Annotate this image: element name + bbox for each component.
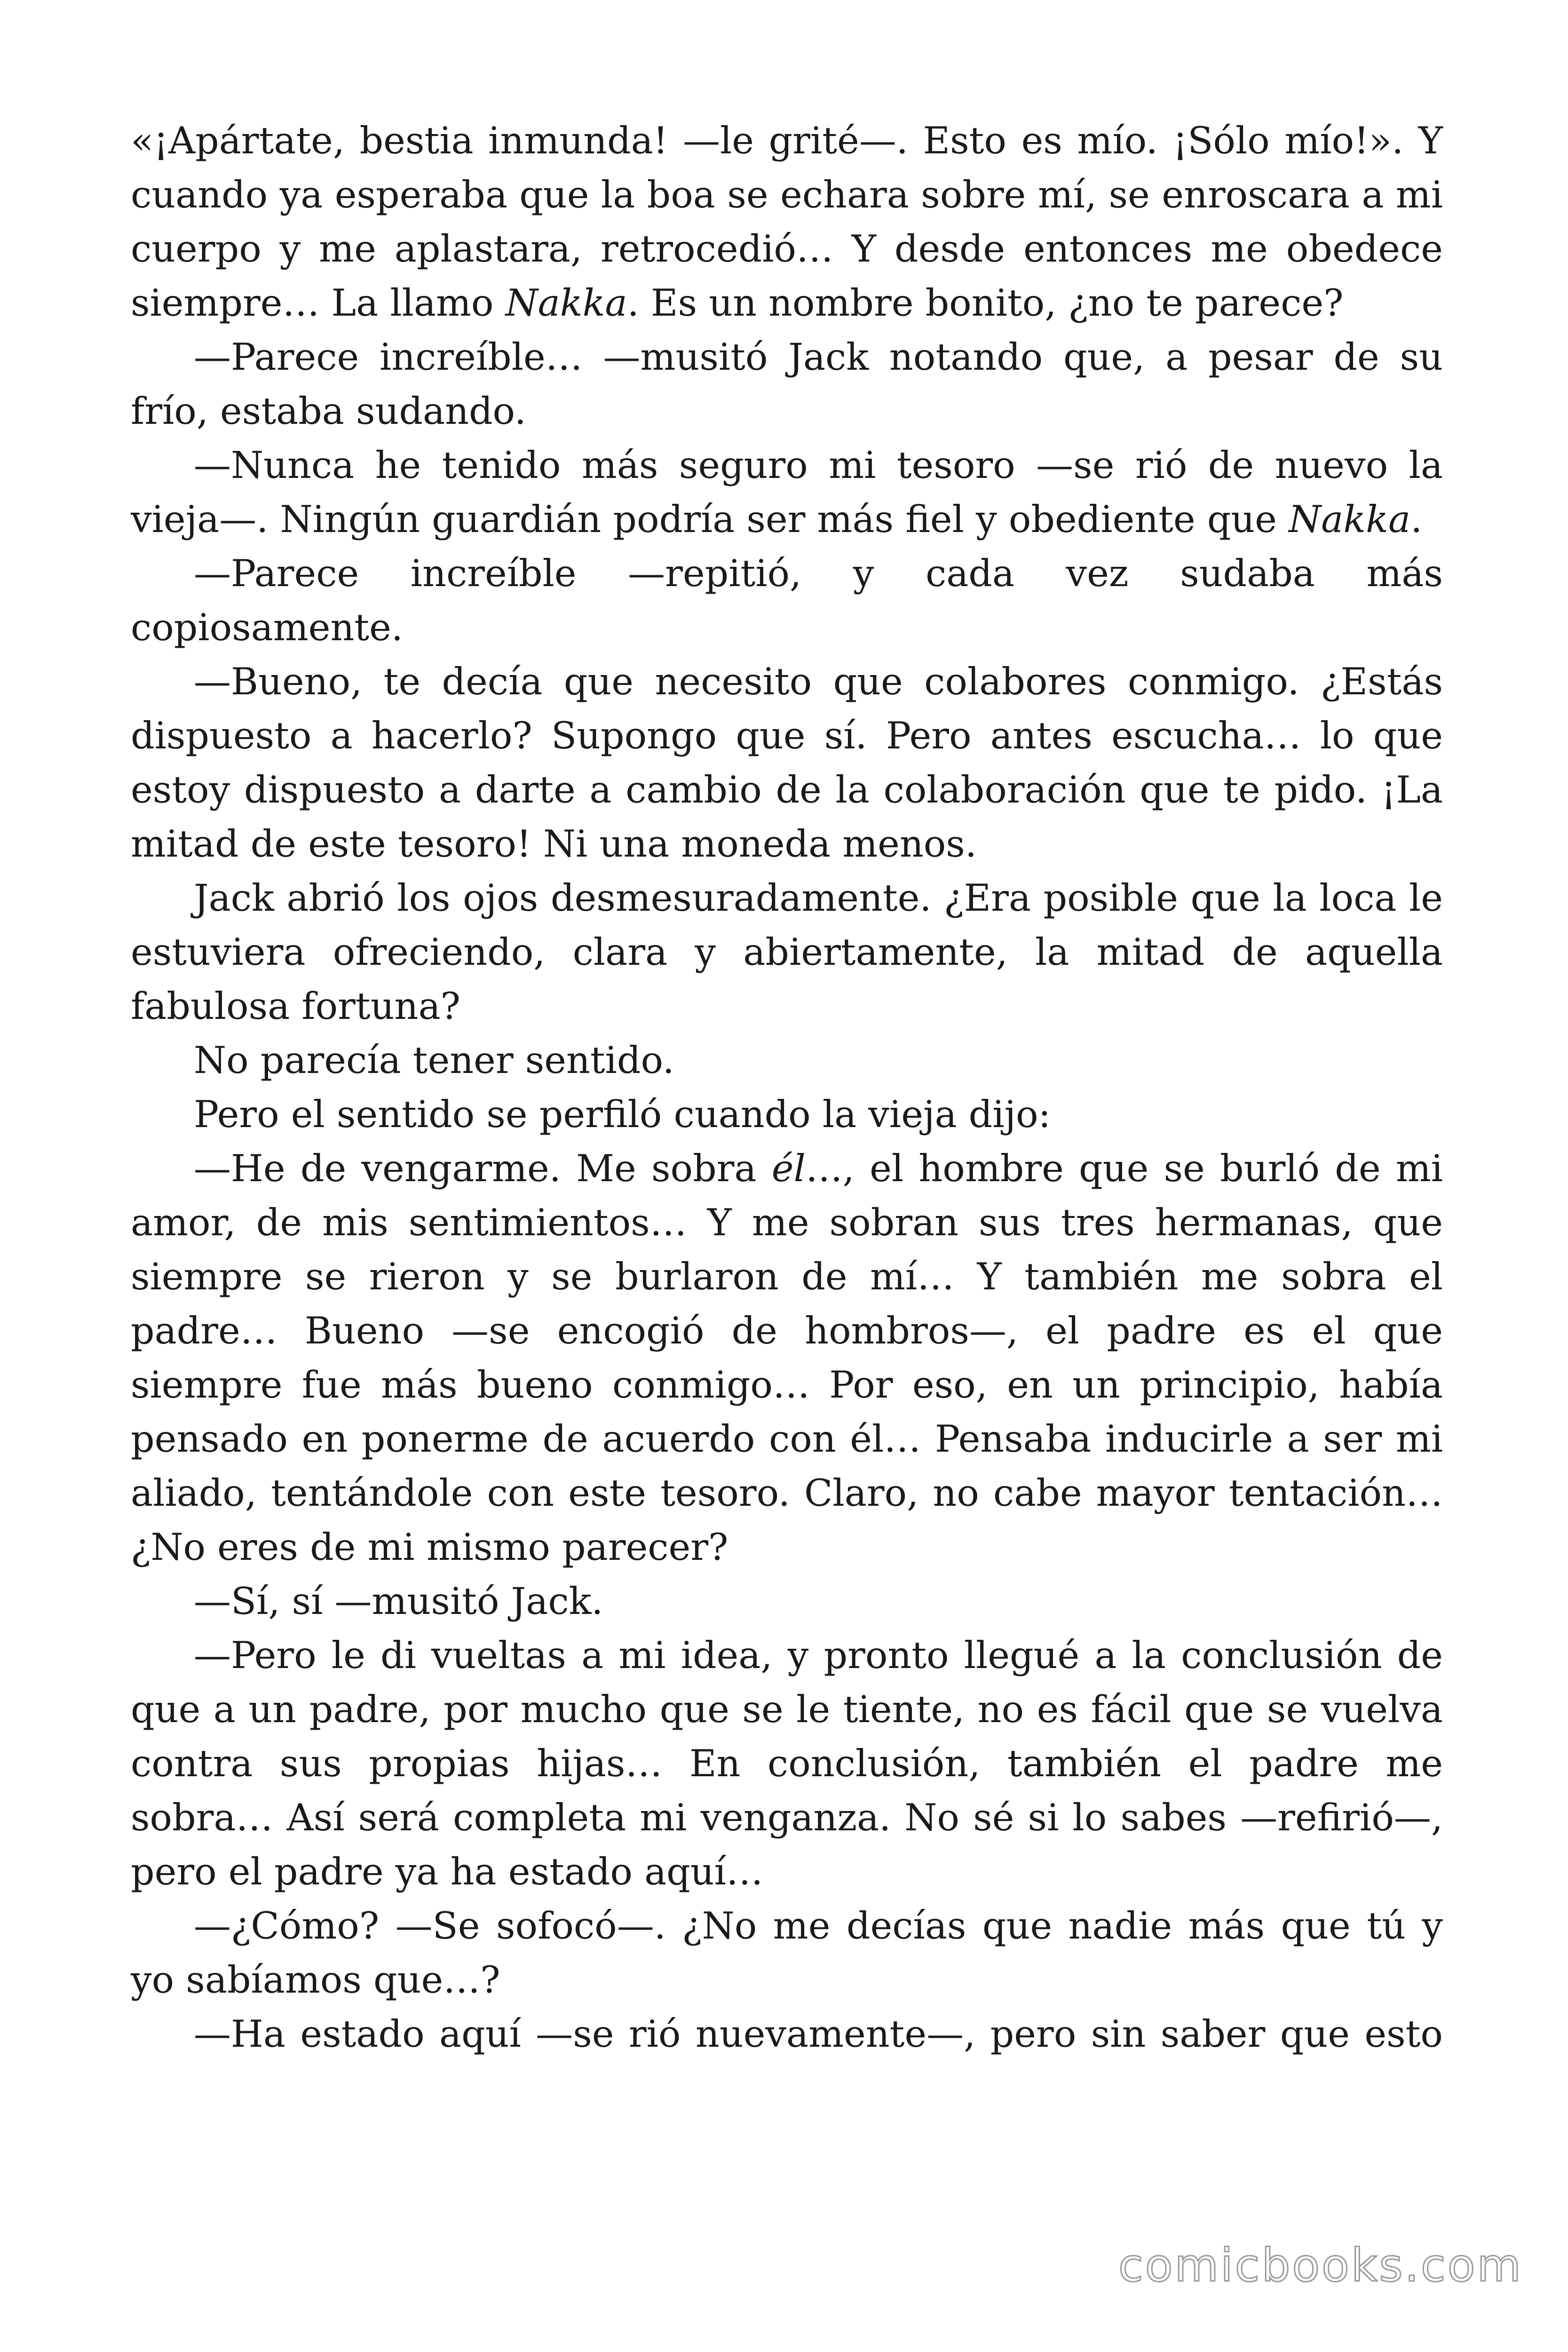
italic-text: Nakka xyxy=(1289,498,1411,541)
page-text xyxy=(131,114,1443,2061)
text-run: . Es un nombre bonito, ¿no te parece? xyxy=(627,281,1344,325)
text-run: —Parece increíble —repitió, y cada vez sudaba más copiosamente. xyxy=(131,552,1443,649)
text-run: —Pero le di vueltas a mi idea, y pronto llegué a la conclusión de que a un padre, por mucho que se le tiente, no es fácil que se vuelva contra sus propias hijas… En conclusión, también el padre me sobra… Así será completa mi venganza. No sé si lo sabes —refirió—, pero el padre ya ha estado aquí… xyxy=(131,1634,1443,1893)
paragraph xyxy=(131,114,1443,330)
paragraph xyxy=(131,871,1443,1033)
text-run: Pero el sentido se perfiló cuando la vieja dijo: xyxy=(194,1093,1051,1136)
paragraph xyxy=(131,438,1443,547)
paragraph xyxy=(131,2007,1443,2061)
italic-text: él xyxy=(771,1147,806,1190)
text-run: . xyxy=(1410,498,1423,541)
text-run: …, el hombre que se burló de mi amor, de mis sentimientos… Y me sobran sus tres hermanas, que siempre se rieron y se burlaron de mí… Y también me sobra el padre… Bueno —se encogió de hombros—, el padre es el que siempre fue más bueno conmigo… Por eso, en un principio, había pensado en ponerme de acuerdo con él… Pensaba inducirle a ser mi aliado, tentándole con este tesoro. Claro, no cabe mayor tentación… ¿No eres de mi mismo parecer? xyxy=(131,1147,1443,1569)
paragraph xyxy=(131,547,1443,655)
site-watermark: comicbooks.com xyxy=(1118,2239,1523,2292)
text-run: «¡Apártate, bestia inmunda! —le grité—. Esto es mío. ¡Sólo mío!». Y cuando ya esperaba que la boa se echara sobre mí, se enroscara a mi cuerpo y me aplastara, retrocedió… Y desde entonces me obedece siempre… La llamo xyxy=(131,119,1443,325)
paragraph xyxy=(131,1574,1443,1629)
paragraph xyxy=(131,1088,1443,1142)
italic-text: Nakka xyxy=(505,281,627,325)
text-run: Jack abrió los ojos desmesuradamente. ¿Era posible que la loca le estuviera ofreciendo, clara y abiertamente, la mitad de aquella fabulosa fortuna? xyxy=(131,876,1443,1028)
text-run: —Bueno, te decía que necesito que colabores conmigo. ¿Estás dispuesto a hacerlo? Supongo que sí. Pero antes escucha… lo que estoy dispuesto a darte a cambio de la colaboración que te pido. ¡La mitad de este tesoro! Ni una moneda menos. xyxy=(131,660,1443,866)
text-run: —Parece increíble… —musitó Jack notando que, a pesar de su frío, estaba sudando. xyxy=(131,335,1443,433)
text-run: —He de vengarme. Me sobra xyxy=(194,1147,772,1190)
text-run: —¿Cómo? —Se sofocó—. ¿No me decías que nadie más que tú y yo sabíamos que…? xyxy=(131,1904,1443,2002)
paragraph xyxy=(131,1899,1443,2007)
text-run: No parecía tener sentido. xyxy=(194,1039,674,1082)
paragraph xyxy=(131,330,1443,438)
paragraph xyxy=(131,1033,1443,1088)
text-run: —Nunca he tenido más seguro mi tesoro —se rió de nuevo la vieja—. Ningún guardián podría ser más fiel y obediente que xyxy=(131,444,1443,541)
paragraph xyxy=(131,655,1443,871)
text-run: —Ha estado aquí —se rió nuevamente—, pero sin saber que esto xyxy=(194,2012,1443,2056)
paragraph xyxy=(131,1142,1443,1574)
text-run: —Sí, sí —musitó Jack. xyxy=(194,1580,603,1623)
paragraph xyxy=(131,1629,1443,1899)
